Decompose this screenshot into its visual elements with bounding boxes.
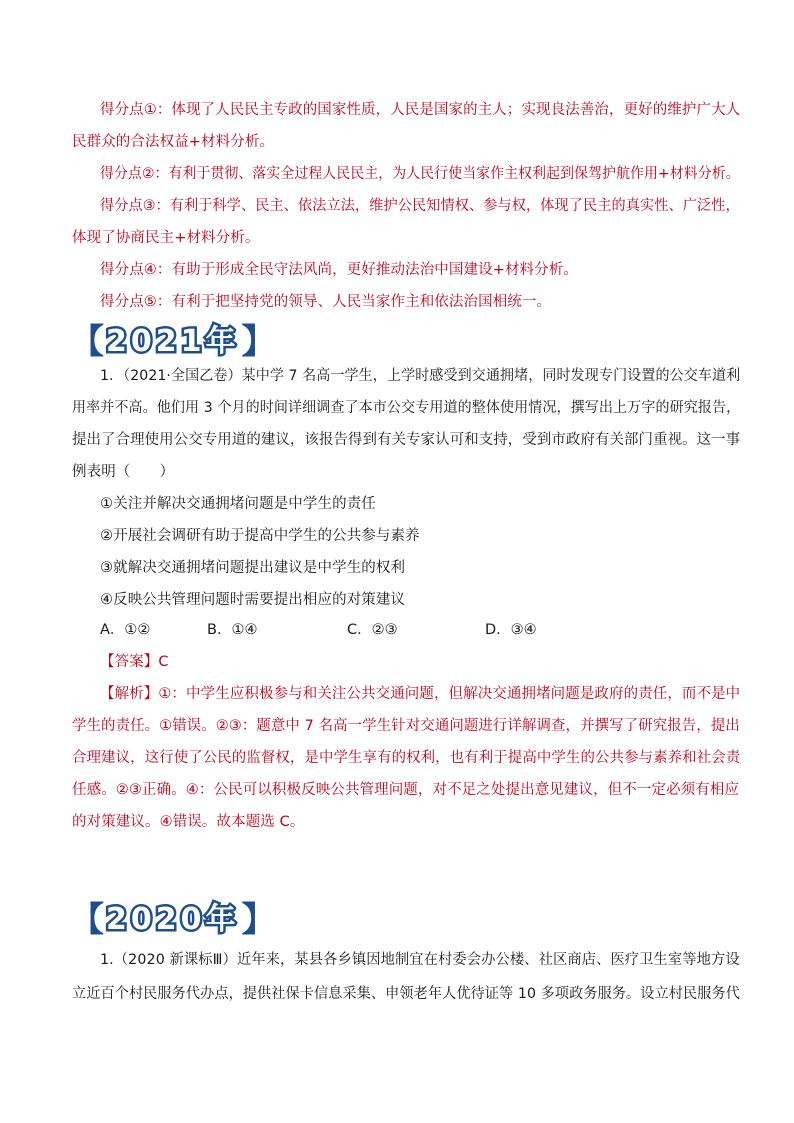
q2021-statement-1: ①关注并解决交通拥堵问题是中学生的责任 [100, 496, 376, 512]
q2020-stem-line-1: 1.（2020 新课标Ⅲ）近年来，某县各乡镇因地制宜在村委会办公楼、社区商店、医疗卫生室等地方设 [100, 952, 740, 968]
q2021-analysis-line-1 [100, 684, 740, 704]
banner-close-bracket: 】 [241, 322, 276, 362]
banner-open-bracket: 【 [70, 900, 104, 940]
answer-label: 【答案】 [100, 654, 159, 670]
scoring-point-3-line-1: 得分点③：有利于科学、民主、依法立法，维护公民知情权、参与权，体现了民主的真实性、广泛性， [100, 198, 740, 214]
scoring-point-5: 得分点⑤：有利于把坚持党的领导、人民当家作主和依法治国相统一。 [100, 294, 552, 310]
banner-year-2021: 2021年 [106, 324, 240, 359]
q2021-analysis-line-4: 任感。②③正确。④：公民可以积极反映公共管理问题，对不足之处提出意见建议，但不一定必须有相应 [72, 782, 740, 798]
q2021-answer [100, 652, 169, 672]
banner-open-bracket: 【 [70, 322, 104, 362]
analysis-text-1: ①：中学生应积极参与和关注公共交通问题，但解决交通拥堵问题是政府的责任，而不是中 [158, 686, 741, 702]
banner-close-bracket: 】 [241, 900, 276, 940]
scoring-point-1-line-1: 得分点①：体现了人民民主专政的国家性质，人民是国家的主人；实现良法善治，更好的维护广大人 [100, 102, 741, 118]
q2021-analysis-line-3: 合理建议，这行使了公民的监督权，是中学生享有的权利，也有利于提高中学生的公共参与素养和社会责 [72, 750, 741, 766]
q2021-option-b: B．①④ [207, 622, 258, 638]
scoring-point-3-line-2: 体现了协商民主+材料分析。 [72, 230, 260, 246]
scoring-point-2: 得分点②：有利于贯彻、落实全过程人民民主，为人民行使当家作主权利起到保驾护航作用+材料分析。 [100, 166, 740, 182]
q2021-statement-2: ②开展社会调研有助于提高中学生的公共参与素养 [100, 528, 420, 544]
scoring-point-4: 得分点④：有助于形成全民守法风尚，更好推动法治中国建设+材料分析。 [100, 262, 578, 278]
q2021-option-a: A．①② [100, 622, 151, 638]
q2021-analysis-line-2: 学生的责任。①错误。②③：题意中 7 名高一学生针对交通问题进行详解调查，并撰写了研究报告，提出 [72, 718, 740, 734]
q2021-statement-4: ④反映公共管理问题时需要提出相应的对策建议 [100, 592, 406, 608]
q2021-statement-3: ③就解决交通拥堵问题提出建议是中学生的权利 [100, 560, 406, 576]
q2021-stem-line-4: 例表明（ ） [72, 464, 175, 480]
scoring-point-1-line-2: 民群众的合法权益+材料分析。 [72, 134, 275, 150]
year-banner-2021 [70, 322, 276, 362]
q2021-option-d: D．③④ [485, 622, 537, 638]
q2021-stem-line-3: 提出了合理使用公交专用道的建议，该报告得到有关专家认可和支持，受到市政府有关部门重视。这一事 [72, 432, 741, 448]
year-banner-2020 [70, 900, 276, 940]
analysis-label: 【解析】 [100, 686, 159, 702]
q2021-option-c: C．②③ [347, 622, 398, 638]
q2021-analysis-line-5: 的对策建议。④错误。故本题选 C。 [72, 814, 305, 830]
q2021-stem-line-1: 1．（2021·全国乙卷）某中学 7 名高一学生，上学时感受到交通拥堵，同时发现专门设置的公交车道利 [100, 368, 741, 384]
q2021-options [0, 620, 794, 640]
banner-year-2020: 2020年 [106, 902, 240, 937]
q2021-stem-line-2: 用率并不高。他们用 3 个月的时间详细调查了本市公交专用道的整体使用情况，撰写出上万字的研究报告， [72, 400, 741, 416]
answer-value: C [158, 654, 169, 670]
q2020-stem-line-2: 立近百个村民服务代办点，提供社保卡信息采集、申领老年人优待证等 10 多项政务服务。设立村民服务代 [72, 986, 740, 1002]
